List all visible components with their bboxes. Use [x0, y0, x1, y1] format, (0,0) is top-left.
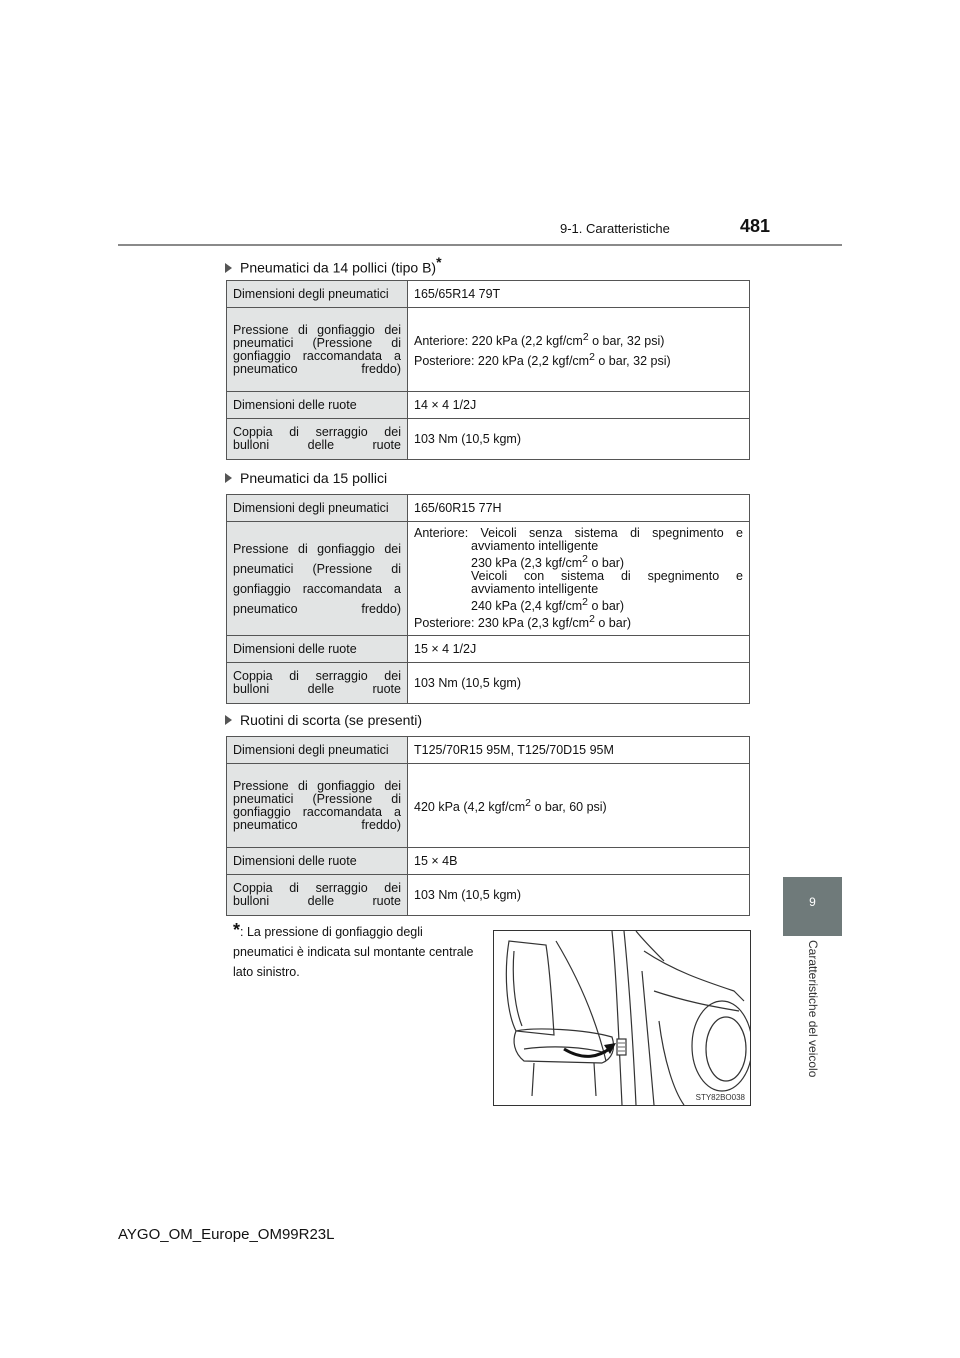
pillar-label-illustration	[493, 930, 751, 1106]
table-row	[227, 875, 750, 916]
table-row	[227, 392, 750, 419]
table-row	[227, 848, 750, 875]
table-value: 103 Nm (10,5 kgm)	[408, 419, 750, 460]
illustration-code: STY82BO038	[695, 1093, 745, 1102]
table-value: 420 kPa (4,2 kgf/$cm^2$ o bar, 60 psi)	[408, 764, 750, 848]
chapter-number: 9	[809, 895, 816, 909]
table-label: Pressione di gonfiaggio dei pneumatici (Pressione di gonfiaggio raccomandata a pneumatico freddo)	[227, 522, 408, 636]
table-label: Dimensioni degli pneumatici	[227, 495, 408, 522]
section-title-text: Ruotini di scorta (se presenti)	[240, 712, 423, 728]
pressure-front: Anteriore: 220 kPa (2,2 kgf/$cm^2$ o bar, 32 psi)	[414, 332, 665, 349]
front-b-value: 240 kPa (2,4 kgf/$cm^2$ o bar)	[471, 596, 625, 614]
table-value: T125/70R15 95M, T125/70D15 95M	[408, 737, 750, 764]
page-number: 481	[740, 216, 771, 236]
table-row	[227, 419, 750, 460]
triangle-bullet-icon	[225, 473, 232, 483]
table-label: Dimensioni delle ruote	[227, 848, 408, 875]
triangle-bullet-icon	[225, 263, 232, 273]
car-door-pillar-drawing	[494, 931, 750, 1105]
table-label: Dimensioni degli pneumatici	[227, 737, 408, 764]
footnote-text: : La pressione di gonfiaggio degli pneumatici è indicata sul montante centrale lato sinistro.	[233, 925, 474, 979]
table-label: Coppia di serraggio dei bulloni delle ruote	[227, 663, 408, 704]
document-id: AYGO_OM_Europe_OM99R23L	[118, 1226, 335, 1243]
table-value: 103 Nm (10,5 kgm)	[408, 875, 750, 916]
section-title-text: Pneumatici da 14 pollici (tipo B)	[240, 259, 437, 276]
chapter-tab	[783, 877, 842, 936]
footnote	[233, 920, 478, 982]
rear-value: Posteriore: 230 kPa (2,3 kgf/$cm^2$ o bar)	[414, 614, 632, 631]
table-value: 165/60R15 77H	[408, 495, 750, 522]
table-label: Coppia di serraggio dei bulloni delle ruote	[227, 419, 408, 460]
front-b-title: Veicoli con sistema di spegnimento e	[471, 568, 743, 583]
table-row	[227, 764, 750, 848]
table-value: 103 Nm (10,5 kgm)	[408, 663, 750, 704]
spec-table-spare	[226, 736, 750, 916]
table-row	[227, 663, 750, 704]
table-value: 14 × 4 1/2J	[408, 392, 750, 419]
front-line: Anteriore: Veicoli senza sistema di spegnimento e	[414, 525, 743, 540]
section-title-14-inch	[225, 254, 442, 276]
table-row	[227, 737, 750, 764]
table-label: Coppia di serraggio dei bulloni delle ruote	[227, 875, 408, 916]
triangle-bullet-icon	[225, 715, 232, 725]
footnote-mark: *	[436, 254, 442, 270]
table-row	[227, 308, 750, 392]
section-title-text: Pneumatici da 15 pollici	[240, 470, 388, 486]
section-title-15-inch	[225, 470, 387, 486]
table-row	[227, 495, 750, 522]
chapter-title: Caratteristiche del veicolo	[805, 940, 820, 1078]
running-header-section: 9-1. Caratteristiche	[560, 221, 670, 236]
table-label: Dimensioni delle ruote	[227, 392, 408, 419]
table-row	[227, 281, 750, 308]
chapter-side-label	[783, 940, 842, 1100]
table-row	[227, 522, 750, 636]
front-a-value: 230 kPa (2,3 kgf/$cm^2$ o bar)	[471, 553, 625, 570]
pressure-rear: Posteriore: 220 kPa (2,2 kgf/$cm^2$ o bar, 32 psi)	[414, 351, 671, 368]
table-value	[408, 308, 750, 392]
table-label: Dimensioni delle ruote	[227, 636, 408, 663]
section-title-spare	[225, 712, 422, 728]
table-label: Pressione di gonfiaggio dei pneumatici (Pressione di gonfiaggio raccomandata a pneumatico freddo)	[227, 764, 408, 848]
footnote-star: *	[233, 920, 241, 940]
table-value: 165/65R14 79T	[408, 281, 750, 308]
front-a-title: avviamento intelligente	[471, 538, 599, 553]
spec-table-15-inch	[226, 494, 750, 704]
header-divider	[118, 244, 842, 246]
table-label: Pressione di gonfiaggio dei pneumatici (Pressione di gonfiaggio raccomandata a pneumatico freddo)	[227, 308, 408, 392]
table-value: 15 × 4 1/2J	[408, 636, 750, 663]
spec-table-14-inch	[226, 280, 750, 460]
front-b-title-2: avviamento intelligente	[471, 581, 599, 596]
table-row	[227, 636, 750, 663]
table-label: Dimensioni degli pneumatici	[227, 281, 408, 308]
table-value	[408, 522, 750, 636]
table-value: 15 × 4B	[408, 848, 750, 875]
